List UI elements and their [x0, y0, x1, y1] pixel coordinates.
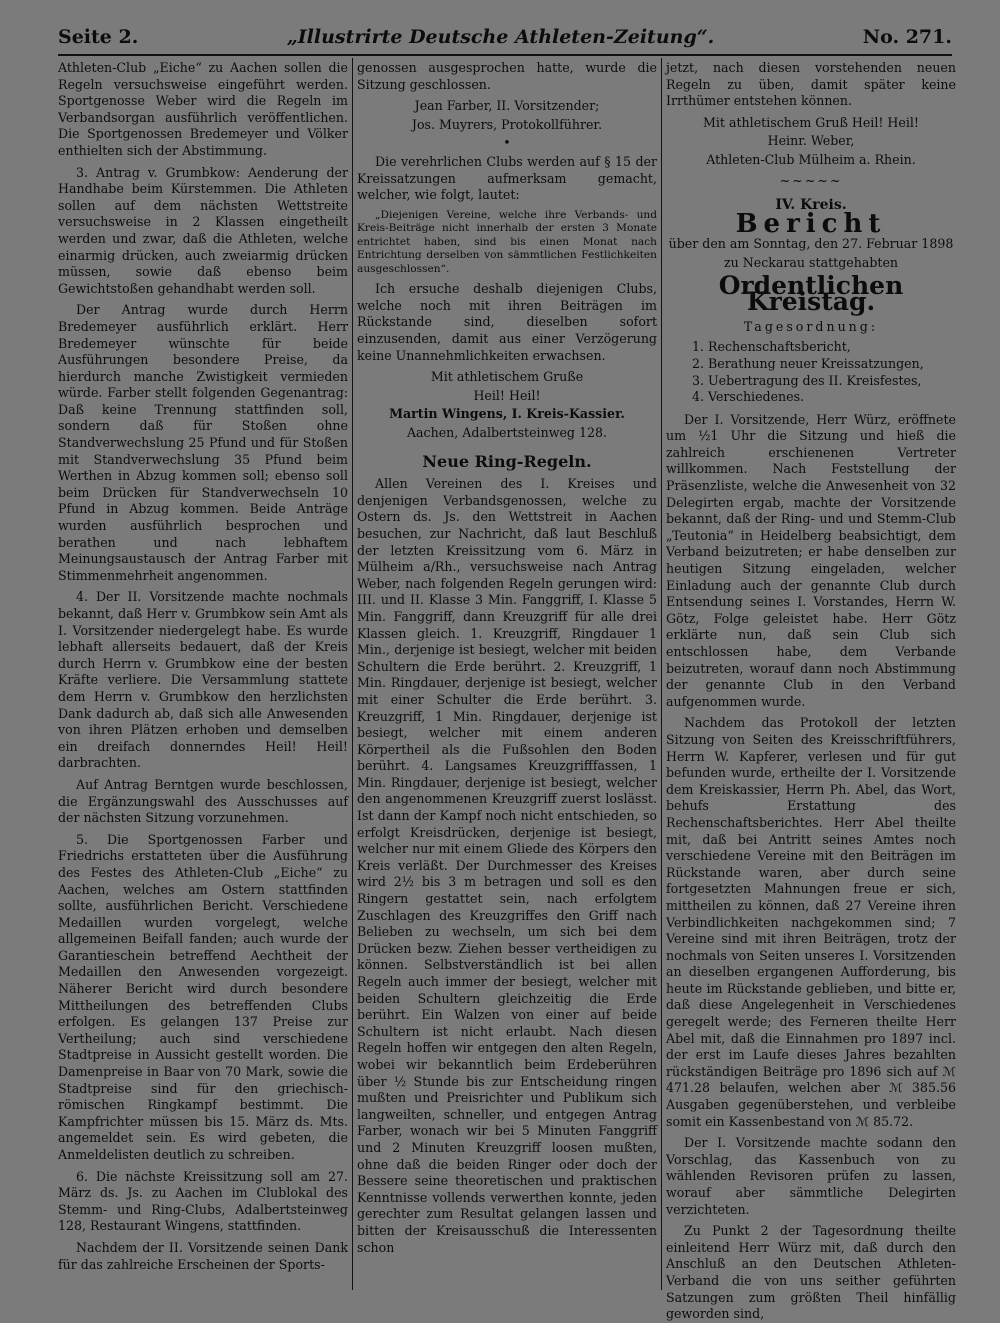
agenda-item: 3. Uebertragung des II. Kreisfestes,: [692, 372, 922, 388]
signature-line: Jean Farber, II. Vorsitzender;: [414, 98, 600, 114]
column-3: [666, 60, 956, 1322]
agenda-item: 4. Verschiedenes.: [692, 389, 805, 405]
district-heading: IV. Kreis.: [775, 197, 847, 214]
greeting-line: Heil! Heil!: [473, 387, 541, 403]
signature-club: Athleten-Club Mülheim a. Rhein.: [706, 151, 916, 167]
report-subheading: zu Neckarau stattgehabten: [723, 254, 899, 270]
greeting-line: Mit athletischem Gruß Heil! Heil!: [703, 114, 919, 130]
paragraph: Nachdem der II. Vorsitzende seinen Dank für das zahlreiche Erscheinen der Sports-: [58, 1239, 348, 1272]
report-heading: Bericht: [735, 208, 887, 239]
section-heading: Neue Ring-Regeln.: [422, 451, 592, 471]
paragraph: Ich ersuche deshalb diejenigen Clubs, welche noch mit ihren Beiträgen im Rückstande sind, dieselben sofort einzusenden, damit aus einer Verzögerung keine Unannehmlichkeiten erwachsen.: [357, 281, 657, 363]
paragraph: 3. Antrag v. Grumbkow: Aenderung der Handhabe beim Kürstemmen. Die Athleten sollen auf dem nächsten Wettstreite versuchsweise in 2 Klassen eingetheilt werden und zwar, daß die Athleten, welche einarmig drücken, auch zweiarmig drücken müssen, sowie daß ebenso beim Gewichtstoßen gehandhabt werden soll.: [58, 164, 348, 296]
agenda-item: 1. Rechenschaftsbericht,: [692, 339, 851, 355]
paragraph: Nachdem das Protokoll der letzten Sitzung von Seiten des Kreisschriftführers, Herrn W. Kapferer, verlesen und für gut befunden wurde, ertheilte der I. Vorsitzende dem Kreiskassier, Herrn Ph. Abel, das Wort, behufs Erstattung des Rechenschaftsberichtes. Herr Abel theilte mit, daß bei Antritt seines Amtes noch verschiedene Vereine mit den Beiträgen im Rückstande waren, aber durch seine fortgesetzten Mahnungen freue er sich, mittheilen zu können, daß 27 Vereine ihren Verbindlichkeiten nachgekommen sind; 7 Vereine sind mit ihren Beiträgen, trotz der nochmals von Seiten unseres I. Vorsitzenden an dieselben ergangenen Aufforderung, bis heute im Rückstande geblieben, und bitte er, daß diese Angelegenheit in Verschiedenes geregelt werde; des Ferneren theilte Herr Abel mit, daß die Einnahmen pro 1897 incl. der erst im Laufe dieses Jahres bezahlten rückständigen Beiträge pro 1896 sich auf ℳ 471.28 belaufen, welchen aber ℳ 385.56 Ausgaben gegenüberstehen, und verbleibe somit ein Kassenbestand von ℳ 85.72.: [666, 715, 956, 1129]
agenda-item: 2. Berathung neuer Kreissatzungen,: [692, 355, 924, 371]
column-divider-2: [661, 58, 662, 1290]
paragraph: jetzt, nach diesen vorstehenden neuen Regeln zu üben, damit später keine Irrthümer entstehen können.: [666, 60, 956, 109]
agenda-heading: Tagesordnung:: [743, 318, 879, 334]
paragraph: 6. Die nächste Kreissitzung soll am 27. März ds. Js. zu Aachen im Clublokal des Stemm- und Ring-Clubs, Adalbertsteinweg 128, Restaurant Wingens, stattfinden.: [58, 1168, 348, 1234]
header-rule: [58, 54, 952, 56]
paragraph: Der Antrag wurde durch Herrn Bredemeyer ausführlich erklärt. Herr Bredemeyer wünschte für beide Ausführungen besondere Preise, da hierdurch manche Zwistigkeit vermieden würde. Farber stellt folgenden Gegenantrag: Daß keine Trennung stattfinden soll, sondern daß für Stoßen ohne Standverwechslung 25 Pfund und für Stoßen mit Standverwechslung 35 Pfund beim Werthen in Abzug kommen soll; ebenso soll beim Drücken für Standverwechseln 10 Pfund in Abzug kommen. Beide Anträge wurden ausführlich besprochen und berathen und nach lebhaftem Meinungsaustausch der Antrag Farber mit Stimmenmehrheit angenommen.: [58, 302, 348, 583]
report-title: Ordentlichen Kreistag.: [718, 270, 904, 317]
paragraph: Der I. Vorsitzende, Herr Würz, eröffnete um ½1 Uhr die Sitzung und hieß die zahlreich erschienenen Vertreter willkommen. Nach Feststellung der Präsenzliste, welche die Anwesenheit von 32 Delegirten ergab, machte der Vorsitzende bekannt, daß der Ring- und und Stemm-Club „Teutonia“ in Heidelberg beabsichtigt, dem Verband beizutreten; er habe denselben zur heutigen Sitzung eingeladen, welcher Einladung auch der genannte Club durch Entsendung seines I. Vorstandes, Herrn W. Götz, Folge geleistet habe. Herr Götz erklärte nun, daß sein Club sich entschlossen habe, dem Verbande beizutreten, worauf dann noch Abstimmung der genannte Club in den Verband aufgenommen wurde.: [666, 411, 956, 709]
paragraph: Die verehrlichen Clubs werden auf § 15 der Kreissatzungen aufmerksam gemacht, welcher, wie folgt, lautet:: [357, 153, 657, 203]
bullet-separator: •: [503, 135, 511, 151]
paragraph: 4. Der II. Vorsitzende machte nochmals bekannt, daß Herr v. Grumbkow sein Amt als I. Vorsitzender niedergelegt habe. Es wurde lebhaft allerseits bedauert, daß der Kreis durch Herrn v. Grumbkow eine der besten Kräfte verliere. Die Versammlung stattete dem Herrn v. Grumbkow den herzlichsten Dank dadurch ab, daß sich alle Anwesenden von ihren Plätzen erhoben und demselben ein dreifach donnerndes Heil! Heil! darbrachten.: [58, 589, 348, 771]
newspaper-title: „Illustrirte Deutsche Athleten-Zeitung“.: [286, 26, 715, 48]
signature-address: Aachen, Adalbertsteinweg 128.: [406, 425, 608, 440]
paragraph: Auf Antrag Berntgen wurde beschlossen, die Ergänzungswahl des Ausschusses auf der nächsten Sitzung vorzunehmen.: [58, 776, 348, 826]
signature-name: Martin Wingens, I. Kreis-Kassier.: [389, 406, 625, 422]
page-header: [58, 22, 952, 52]
column-2: [357, 60, 657, 1294]
column-divider-1: [352, 58, 353, 1290]
paragraph: 5. Die Sportgenossen Farber und Friedrichs erstatteten über die Ausführung des Festes des Athleten-Club „Eiche“ zu Aachen, welches am Ostern stattfinden sollte, ausführlichen Bericht. Verschiedene Medaillen wurden vorgelegt, welche allgemeinen Beifall fanden; auch wurde der Garantieschein betreffend Aechtheit der Medaillen den Anwesenden vorgezeigt. Näherer Bericht wird durch besondere Mittheilungen des betreffenden Clubs erfolgen. Es gelangen 137 Preise zur Vertheilung; auch sind verschiedene Stadtpreise in Aussicht gestellt worden. Die Damenpreise in Baar von 70 Mark, sowie die Stadtpreise sind für den griechisch-römischen Ringkampf bestimmt. Die Kampfrichter müssen bis 15. März ds. Mts. angemeldet sein. Es wird gebeten, die Anmeldelisten deutlich zu schreiben.: [58, 831, 348, 1162]
paragraph: genossen ausgesprochen hatte, wurde die Sitzung geschlossen.: [357, 60, 657, 92]
report-subheading: über den am Sonntag, den 27. Februar 1898: [668, 236, 954, 252]
agenda-list: [692, 339, 956, 405]
paragraph: Allen Vereinen des I. Kreises und denjenigen Verbandsgenossen, welche zu Ostern ds. Js. den Wettstreit in Aachen besuchen, zur Nachricht, daß laut Beschluß der letzten Kreissitzung vom 6. März in Mülheim a/Rh., versuchsweise nach Antrag Weber, nach folgenden Regeln gerungen wird: III. und II. Klasse 3 Min. Fanggriff, I. Klasse 5 Min. Fanggriff, dann Kreuzgriff für alle drei Klassen gleich. 1. Kreuzgriff, Ringdauer 1 Min., derjenige ist besiegt, welcher mit beiden Schultern die Erde berührt. 2. Kreuzgriff, 1 Min. Ringdauer, derjenige ist besiegt, welcher mit einer Schulter die Erde berührt. 3. Kreuzgriff, 1 Min. Ringdauer, derjenige ist besiegt, welcher mit einem anderen Körpertheil als die Fußsohlen den Boden berührt. 4. Langsames Kreuzgrifffassen, 1 Min. Ringdauer, derjenige ist besiegt, welcher den angenommenen Kreuzgriff zuerst loslässt. Ist dann der Kampf noch nicht entschieden, so erfolgt Kreisdrücken, derjenige ist besiegt, welcher nur mit einem Gliede des Körpers den Kreis verläßt. Der Durchmesser des Kreises wird 2½ bis 3 m betragen und soll es den Ringern gestattet sein, nach erfolgtem Zuschlagen des Kreuzgriffes den Griff nach Belieben zu wechseln, um sich bei dem Drücken bezw. Ziehen besser vertheidigen zu können. Selbstverständlich ist bei allen Regeln auch immer der besiegt, welcher mit beiden Schultern gleichzeitig die Erde berührt. Ein Walzen von einer auf beide Schultern ist nicht erlaubt. Nach diesen Regeln hoffen wir entgegen den alten Regeln, wobei wir bekanntlich beim Erdeberühren über ½ Stunde bis zur Entscheidung ringen mußten und Preisrichter und Publikum sich langweilten, schneller, und entgegen Antrag Farber, wonach wir bei 5 Minuten Fanggriff und 2 Minuten Kreuzgriff loosen mußten, ohne daß die beiden Ringer oder doch der Bessere seine theoretischen und praktischen Kenntnisse vollends verwerthen konnte, jeden gerechter zum Resultat gelangen lassen und bitten der Kreisausschuß die Interessenten schon: [357, 476, 657, 1255]
column-1: [58, 60, 348, 1294]
paragraph: Athleten-Club „Eiche“ zu Aachen sollen die Regeln versuchsweise eingeführt werden. Sportgenosse Weber wird die Regeln im Verbandsorgan ausführlich veröffentlichen. Die Sportgenossen Bredemeyer und Völker enthielten sich der Abstimmung.: [58, 60, 348, 158]
issue-number: No. 271.: [862, 26, 952, 48]
signature-name: Heinr. Weber,: [767, 133, 855, 149]
decorative-separator: ~~~~~: [779, 172, 843, 188]
quote-paragraph: „Diejenigen Vereine, welche ihre Verbands- und Kreis-Beiträge nicht innerhalb der ersten 3 Monate entrichtet haben, sind bis einen Monat nach Entrichtung derselben von sämmtlichen Festlichkeiten ausgeschlossen“.: [357, 208, 657, 275]
page-label: Seite 2.: [58, 26, 139, 48]
greeting-line: Mit athletischem Gruße: [430, 369, 584, 385]
paragraph: Der I. Vorsitzende machte sodann den Vorschlag, das Kassenbuch von zu wählenden Revisoren prüfen zu lassen, worauf aber sämmtliche Delegirten verzichteten.: [666, 1135, 956, 1217]
signature-line: Jos. Muyrers, Protokollführer.: [411, 116, 603, 132]
paragraph: Zu Punkt 2 der Tagesordnung theilte einleitend Herr Würz mit, daß durch den Anschluß an den Deutschen Athleten-Verband die von uns seither geführten Satzungen zum größten Theil hinfällig geworden sind,: [666, 1223, 956, 1322]
